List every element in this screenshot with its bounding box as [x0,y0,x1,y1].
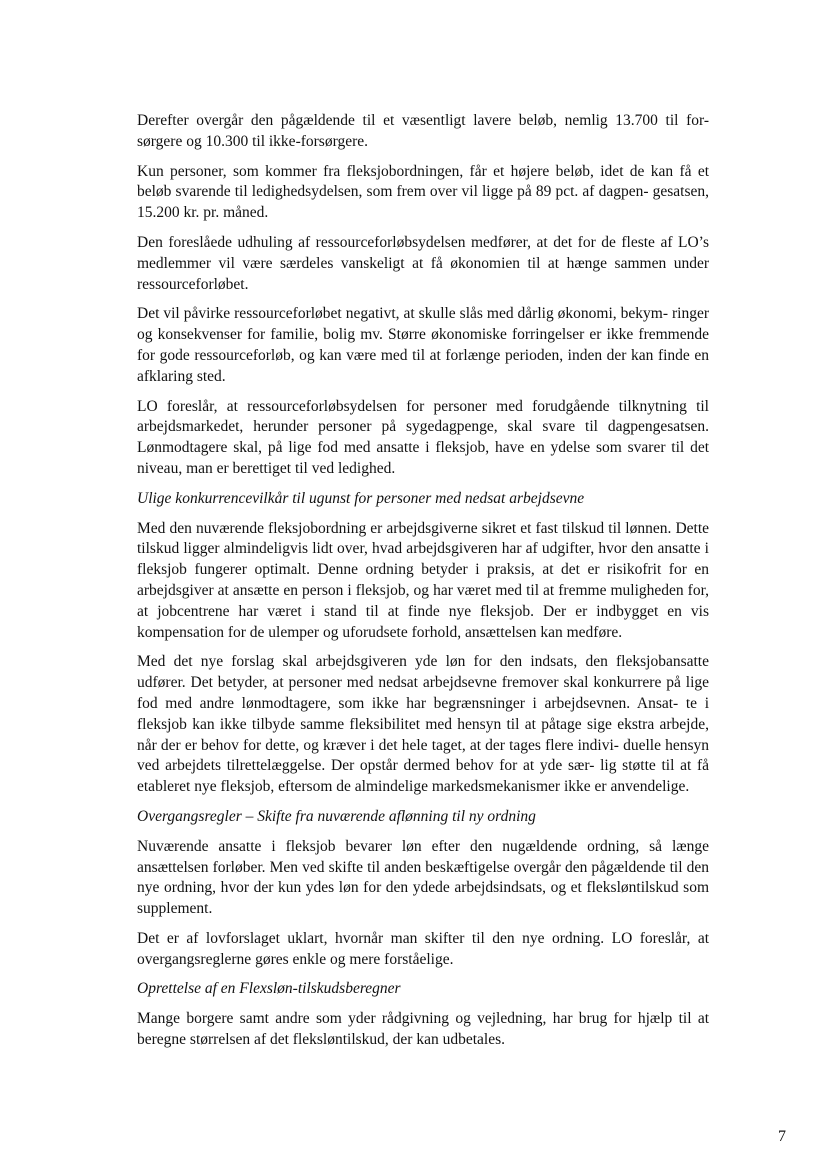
text-line: Den foreslåede udhuling af ressourceforløbsydelsen medfører, at det for de fleste af [137,233,673,251]
text-line: te i fleksjob kan ikke tilbyde samme fleksibilitet med hensyn til at påtage sige ekstra [137,694,710,733]
section-heading [137,489,709,510]
text-line: LO foreslår, at ressourceforløbsydelsen for personer med forudgående tilknytning til [137,397,709,415]
text-line: Med det nye forslag skal arbejdsgiveren yde løn for den indsats, den fleksjobansatte [137,653,709,671]
text-line: Det vil påvirke ressourceforløbet negativt, at skulle slås med dårlig økonomi, bekym- [137,305,668,323]
text-line: Ulige konkurrencevilkår til ugunst for personer med nedsat arbejdsevne [137,489,585,507]
text-line: et beløb svarende til ledighedsydelsen, som frem over vil ligge på 89 pct. af dagpen- [137,162,710,201]
text-line: Kun personer, som kommer fra fleksjobordningen, får et højere beløb, idet de kan få [137,162,692,180]
paragraph [137,1009,709,1051]
paragraph [137,837,709,920]
text-line: Oprettelse af en Flexsløn-tilskudsberegner [137,980,401,998]
text-line: duelle hensyn ved arbejdets tilrettelæggelse. Der opstår dermed behov for at yde sær- [137,736,709,775]
paragraph [137,397,709,480]
text-line: Lønmodtagere skal, på lige fod med ansatte i fleksjob, have en ydelse som svarer til [137,439,685,457]
text-line: Det er af lovforslaget uklart, hvornår man skifter til den nye ordning. LO foreslår, at [137,929,709,947]
text-line: at beregne størrelsen af det fleksløntilskud, der kan udbetales. [137,1010,710,1049]
text-line: lige fod med andre lønmodtagere, som ikke har begrænsninger i arbejdsevnen. Ansat- [137,674,710,712]
paragraph [137,519,709,644]
text-line: fremme muligheden for, at jobcentrene har været i stand til at finde nye fleksjob. Der [137,581,710,620]
text-line: fremmende for gode ressourceforløb, og kan være med til at forlænge perioden, inden [137,326,709,364]
paragraph [137,929,709,971]
paragraph [137,233,709,295]
text-line: arbejde, når der er behov for dette, og kræver i det hele taget, at der tages flere indivi- [137,715,709,754]
text-line: sørgere og 10.300 til ikke-forsørgere. [137,132,369,150]
text-line: arbejdsmarkedet, herunder personer på sygedagpenge, skal svare til dagpengesatsen. [137,418,709,436]
paragraph [137,162,709,224]
text-line: under ressourceforløbet. [137,254,710,293]
document-body [137,111,709,1060]
paragraph [137,652,709,798]
page-number: 7 [778,1128,786,1145]
text-line: Mange borgere samt andre som yder rådgivning og vejledning, har brug for hjælp til [137,1010,692,1028]
text-line: der kan finde en afklaring sted. [137,346,710,385]
text-line: gesatsen, 15.200 kr. pr. måned. [137,183,710,222]
text-line: kan medføre. [540,623,623,641]
section-heading [137,979,709,1000]
text-line: Derefter overgår den pågældende til et væsentligt lavere beløb, nemlig 13.700 til for- [137,112,709,129]
text-line: LO’s medlemmer vil være særdeles vanskeligt at få økonomien til at hænge sammen [137,233,710,272]
paragraph [137,111,709,153]
text-line: fleksløntilskud som supplement. [137,879,710,918]
paragraph [137,304,709,387]
text-line: til den nye ordning, hvor der kun ydes løn for den ydede arbejdsindsats, og et [137,858,709,897]
text-line: overgangsreglerne gøres enkle og mere forståelige. [137,950,454,968]
text-line: udfører. Det betyder, at personer med nedsat arbejdsevne fremover skal konkurrere på [137,674,681,692]
text-line: Overgangsregler – Skifte fra nuværende aflønning til ny ordning [137,807,536,825]
text-line: ansættelsen forløber. Men ved skifte til anden beskæftigelse overgår den pågældende [137,858,666,876]
text-line: lig støtte til at få etableret nye fleksjob, eftersom de almindelige markedsmekanismer [137,757,710,796]
text-line: Dette tilskud ligger almindeligvis lidt over, hvad arbejdsgiveren har af udgifter, hvor [137,519,710,558]
text-line: risikofrit for en arbejdsgiver at ansætte en person i fleksjob, og har været med til at [137,561,710,599]
text-line: ikke er anvendelige. [563,778,690,796]
section-heading [137,807,709,828]
text-line: Nuværende ansatte i fleksjob bevarer løn efter den nugældende ordning, så længe [137,837,709,855]
text-line: er indbygget en vis kompensation for de ulemper og uforudsete forhold, ansættelsen [137,602,709,641]
text-line: Med den nuværende fleksjobordning er arbejdsgiverne sikret et fast tilskud til lønnen. [137,519,672,537]
text-line: ringer og konsekvenser for familie, bolig mv. Større økonomiske forringelser er ikke [137,305,709,344]
text-line: den ansatte i fleksjob fungerer optimalt. Denne ordning betyder i praksis, at det er [137,540,709,579]
text-line: det niveau, man er berettiget til ved ledighed. [137,439,709,477]
